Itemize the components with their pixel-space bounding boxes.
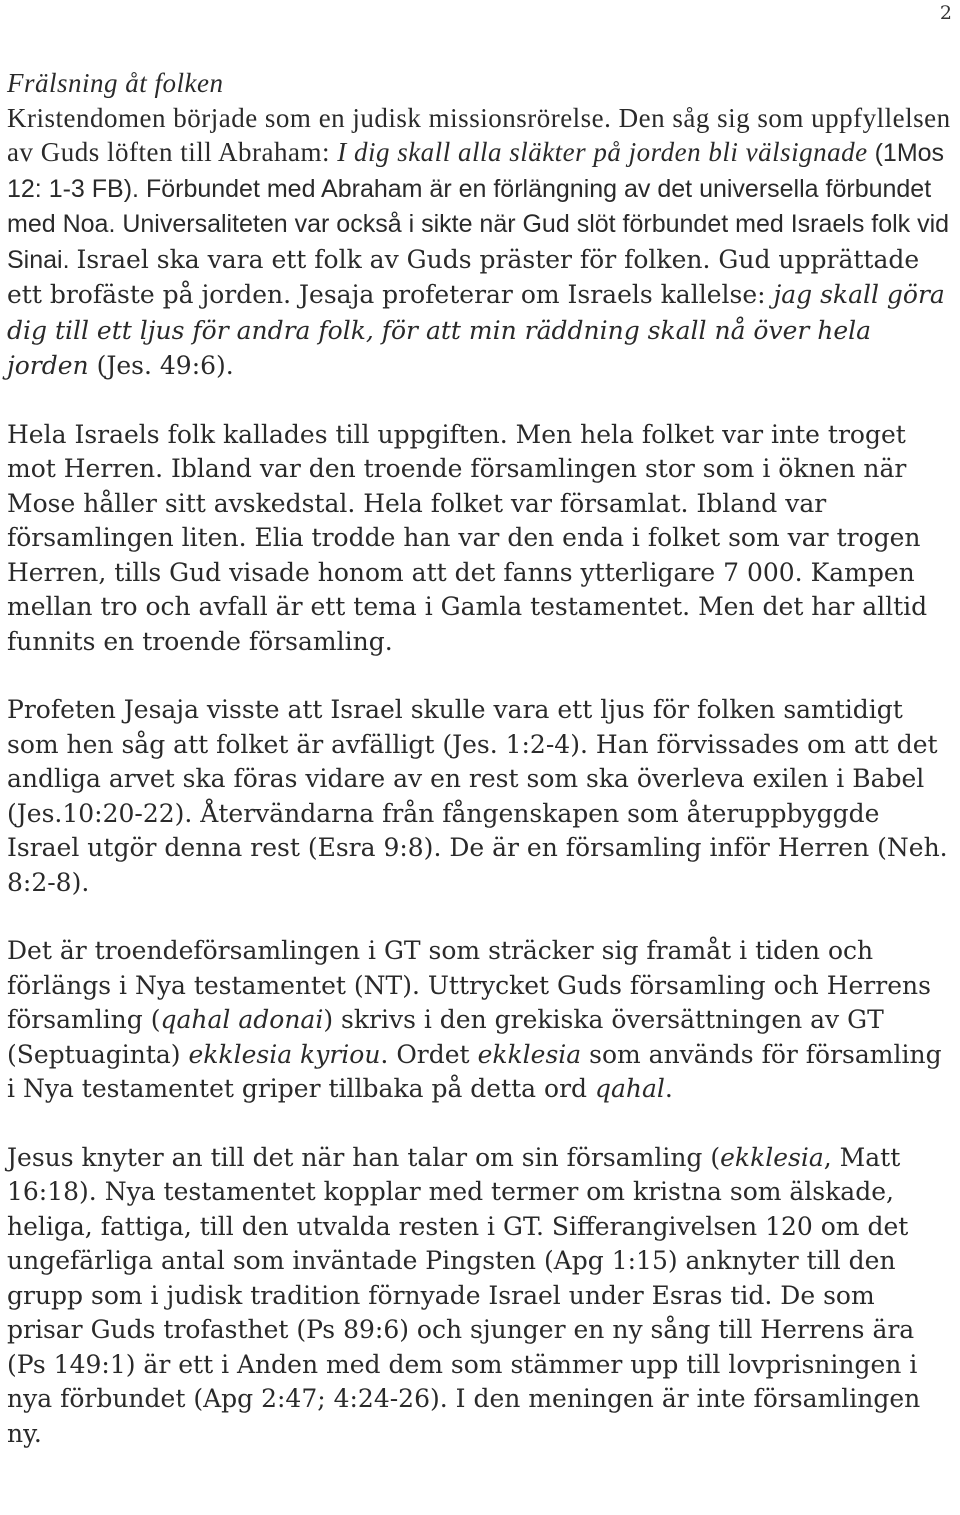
- paragraph-5-text-1: Jesus knyter an till det när han talar om sin församling (: [7, 1142, 721, 1172]
- paragraph-4-text-1: Det är troendeförsamlingen i GT som sträcker sig framåt i tiden och förlängs i Nya testamentet (NT). Uttrycket Guds församling och Herrens församling (: [7, 936, 931, 1034]
- page-number: 2: [939, 2, 952, 24]
- paragraph-1: [7, 101, 955, 384]
- paragraph-3: Profeten Jesaja visste att Israel skulle vara ett ljus för folken samtidigt som hen såg att folket är avfälligt (Jes. 1:2-4). Han förvissades om att det andliga arvet ska föras vidare av en rest som ska överleva exilen i Babel (Jes.10:20-22). Återvändarna från fångenskapen som återuppbyggde Israel utgör denna rest (Esra 9:8). De är en församling inför Herren (Neh. 8:2-8).: [7, 695, 948, 897]
- paragraph-5: [7, 1141, 955, 1452]
- paragraph-1-text-2: (1Mos 12: 1-3 FB). Förbundet med Abraham är en förlängning av det universella förbundet med Noa. Universaliteten var också i sikte när Gud slöt förbundet med Israels folk vid Sinai.: [7, 139, 950, 274]
- paragraph-4-text-5: .: [664, 1074, 673, 1103]
- paragraph-4-text-4: som används för församling i Nya testamentet griper tillbaka på detta ord: [7, 1039, 942, 1103]
- paragraph-4-text-3: . Ordet: [380, 1039, 478, 1069]
- paragraph-1-quote-1: I dig skall alla släkter på jorden bli välsignade: [337, 137, 868, 167]
- paragraph-1-text-4: (Jes. 49:6).: [88, 351, 234, 380]
- paragraph-4-term-qahal: qahal: [595, 1074, 665, 1103]
- paragraph-4-term-qahal-adonai: qahal adonai: [160, 1005, 324, 1034]
- paragraph-1-text-3: Israel ska vara ett folk av Guds präster för folken. Gud upprättade ett brofäste på jorden. Jesaja profeterar om Israels kallelse:: [7, 244, 920, 309]
- paragraph-1-quote-2: jag skall göra dig till ett ljus för andra folk, för att min räddning skall nå över hela jorden: [7, 280, 945, 380]
- paragraph-5-text-2: , Matt 16:18). Nya testamentet kopplar med termer om kristna som älskade, heliga, fattiga, till den utvalda resten i GT. Sifferangivelsen 120 om det ungefärliga antal som inväntade Pingsten (Apg 1:15) anknyter till den grupp som i judisk tradition förnyade Israel under Esras tid. De som prisar Guds trofasthet (Ps 89:6) och sjunger en ny sång till Herrens ära (Ps 149:1) är ett i Anden med dem som stämmer upp till lovprisningen i nya förbundet (Apg 2:47; 4:24-26). I den meningen är inte församlingen ny.: [7, 1142, 921, 1448]
- paragraph-4-term-ekklesia: ekklesia: [477, 1039, 582, 1069]
- body-text: [7, 66, 955, 1451]
- paragraph-5-term-ekklesia: ekklesia: [720, 1142, 824, 1172]
- paragraph-1-text-1: Kristendomen började som en judisk missionsrörelse. Den såg sig som uppfyllelsen av Guds löften till Abraham:: [7, 102, 951, 167]
- paragraph-4-term-ekklesia-kyriou: ekklesia kyriou: [188, 1039, 381, 1069]
- paragraph-4: [7, 934, 955, 1107]
- section-heading: Frälsning åt folken: [7, 68, 224, 98]
- paragraph-4-text-2: ) skrivs i den grekiska översättningen av GT (Septuaginta): [7, 1005, 884, 1069]
- paragraph-2: Hela Israels folk kallades till uppgiften. Men hela folket var inte troget mot Herren. Ibland var den troende församlingen stor som i öknen när Mose håller sitt avskedstal. Hela folket var församlat. Ibland var församlingen liten. Elia trodde han var den enda i folket som var trogen Herren, tills Gud visade honom att det fanns ytterligare 7 000. Kampen mellan tro och avfall är ett tema i Gamla testamentet. Men det har alltid funnits en troende församling.: [7, 419, 928, 656]
